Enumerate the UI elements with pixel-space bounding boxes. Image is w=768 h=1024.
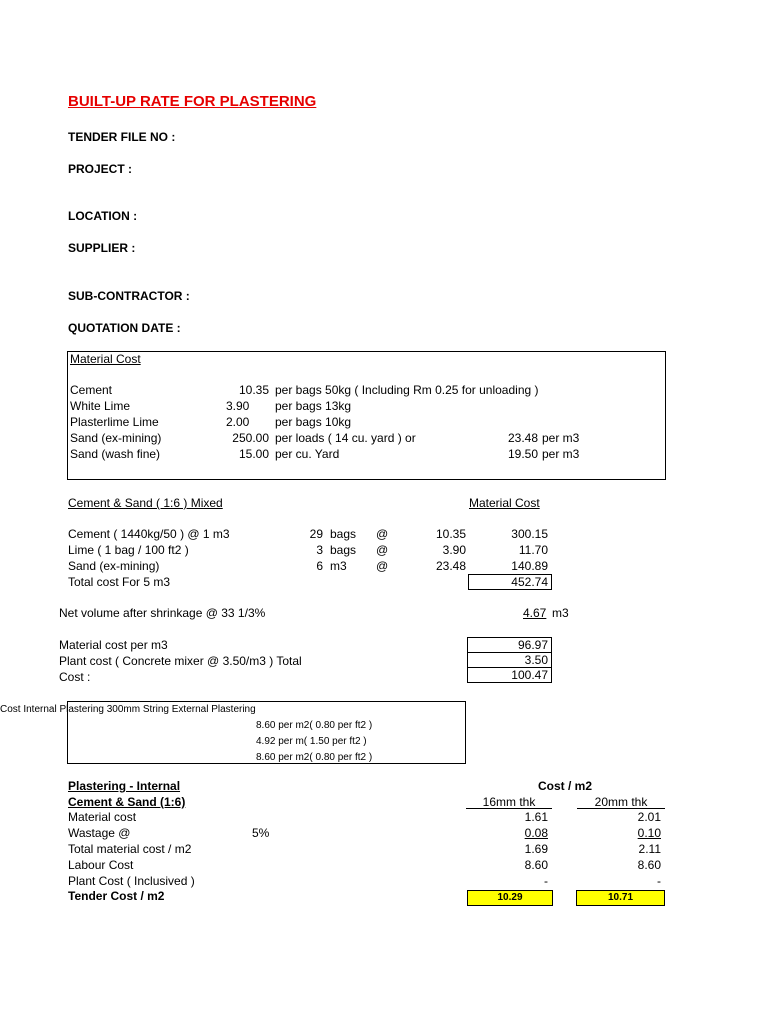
material-unit: per bags 50kg ( Including Rm 0.25 for unloading ) bbox=[275, 383, 539, 397]
plaster-row-20mm: - bbox=[657, 874, 661, 888]
supplier-label: SUPPLIER : bbox=[68, 241, 136, 255]
project-label: PROJECT : bbox=[68, 162, 133, 176]
shrinkage-label: Net volume after shrinkage @ 33 1/3% bbox=[59, 606, 266, 620]
mix-at: @ bbox=[376, 559, 389, 573]
material-rate: 250.00 bbox=[232, 431, 269, 445]
material-rate: 3.90 bbox=[226, 399, 250, 413]
shrinkage-value: 4.67 bbox=[523, 606, 547, 620]
col-16mm: 16mm thk bbox=[482, 795, 536, 809]
mix-rate: 23.48 bbox=[435, 559, 466, 573]
mix-cost-heading: Material Cost bbox=[469, 496, 540, 510]
labour-header: Cost Internal Plastering 300mm String External Plastering bbox=[0, 704, 256, 715]
material-unit: per bags 13kg bbox=[275, 399, 352, 413]
plant-cost-value: 3.50 bbox=[467, 652, 552, 668]
plaster-row-16mm: - bbox=[544, 874, 548, 888]
mix-at: @ bbox=[376, 543, 389, 557]
plaster-row-16mm: 0.08 bbox=[524, 826, 548, 840]
plaster-row-20mm: 2.11 bbox=[638, 842, 661, 856]
material-alt-unit: per m3 bbox=[542, 431, 580, 445]
mix-item: Cement ( 1440kg/50 ) @ 1 m3 bbox=[68, 527, 230, 541]
mix-heading: Cement & Sand ( 1:6 ) Mixed bbox=[68, 496, 223, 510]
mix-cost: 11.70 bbox=[518, 543, 548, 557]
material-unit: per loads ( 14 cu. yard ) or bbox=[275, 431, 416, 445]
plaster-row-20mm: 0.10 bbox=[637, 826, 661, 840]
wastage-percent: 5% bbox=[252, 826, 270, 840]
quotation-date-label: QUOTATION DATE : bbox=[68, 321, 181, 335]
material-alt-rate: 19.50 bbox=[507, 447, 538, 461]
cost-value: 100.47 bbox=[467, 667, 552, 683]
material-item: Sand (wash fine) bbox=[70, 447, 161, 461]
plant-cost-label: Plant cost ( Concrete mixer @ 3.50/m3 ) Total bbox=[59, 654, 302, 668]
material-item: Plasterlime Lime bbox=[70, 415, 159, 429]
plaster-row-20mm: 8.60 bbox=[637, 858, 661, 872]
mix-cost: 300.15 bbox=[511, 527, 548, 541]
col-20mm-underline bbox=[577, 808, 665, 809]
mix-cost: 140.89 bbox=[511, 559, 548, 573]
plaster-row-label: Wastage @ bbox=[68, 826, 131, 840]
material-item: White Lime bbox=[70, 399, 131, 413]
plaster-row-label: Plant Cost ( Inclusived ) bbox=[68, 874, 195, 888]
material-rate: 10.35 bbox=[238, 383, 269, 397]
plaster-row-label: Total material cost / m2 bbox=[68, 842, 192, 856]
shrinkage-unit: m3 bbox=[552, 606, 569, 620]
tender-cost-label: Tender Cost / m2 bbox=[68, 889, 165, 903]
mix-item: Sand (ex-mining) bbox=[68, 559, 160, 573]
plaster-row-16mm: 1.69 bbox=[524, 842, 548, 856]
labour-line: 8.60 per m2( 0.80 per ft2 ) bbox=[256, 720, 373, 731]
mix-qty: 6 bbox=[316, 559, 323, 573]
mix-unit: bags bbox=[330, 527, 357, 541]
material-per-m3-value: 96.97 bbox=[467, 637, 552, 653]
material-rate: 15.00 bbox=[238, 447, 269, 461]
material-unit: per bags 10kg bbox=[275, 415, 352, 429]
material-alt-unit: per m3 bbox=[542, 447, 580, 461]
material-alt-rate: 23.48 bbox=[507, 431, 538, 445]
sub-contractor-label: SUB-CONTRACTOR : bbox=[68, 289, 190, 303]
material-rate: 2.00 bbox=[226, 415, 250, 429]
mix-total-label: Total cost For 5 m3 bbox=[68, 575, 171, 589]
material-unit: per cu. Yard bbox=[275, 447, 340, 461]
material-item: Sand (ex-mining) bbox=[70, 431, 162, 445]
plaster-row-16mm: 1.61 bbox=[524, 810, 548, 824]
material-per-m3-label: Material cost per m3 bbox=[59, 638, 168, 652]
mix-rate: 10.35 bbox=[435, 527, 466, 541]
plaster-row-label: Labour Cost bbox=[68, 858, 134, 872]
plastering-title: Plastering - Internal bbox=[68, 779, 181, 793]
mix-qty: 29 bbox=[309, 527, 323, 541]
plaster-row-16mm: 8.60 bbox=[524, 858, 548, 872]
col-16mm-underline bbox=[466, 808, 552, 809]
mix-unit: m3 bbox=[330, 559, 347, 573]
material-cost-heading: Material Cost bbox=[70, 352, 141, 366]
tender-cost-20mm: 10.71 bbox=[576, 890, 665, 906]
tender-file-label: TENDER FILE NO : bbox=[68, 130, 176, 144]
material-item: Cement bbox=[70, 383, 113, 397]
mix-item: Lime ( 1 bag / 100 ft2 ) bbox=[68, 543, 189, 557]
mix-qty: 3 bbox=[316, 543, 323, 557]
plaster-row-label: Material cost bbox=[68, 810, 137, 824]
mix-unit: bags bbox=[330, 543, 357, 557]
location-label: LOCATION : bbox=[68, 209, 138, 223]
page-title: BUILT-UP RATE FOR PLASTERING bbox=[68, 93, 317, 110]
mix-total-value: 452.74 bbox=[468, 574, 552, 590]
labour-line: 4.92 per m( 1.50 per ft2 ) bbox=[256, 736, 367, 747]
cost-label: Cost : bbox=[59, 670, 91, 684]
plastering-subtitle: Cement & Sand (1:6) bbox=[68, 795, 186, 809]
tender-cost-16mm: 10.29 bbox=[467, 890, 553, 906]
col-20mm: 20mm thk bbox=[594, 795, 648, 809]
mix-rate: 3.90 bbox=[442, 543, 466, 557]
labour-line: 8.60 per m2( 0.80 per ft2 ) bbox=[256, 752, 373, 763]
plaster-row-20mm: 2.01 bbox=[637, 810, 661, 824]
cost-per-m2-heading: Cost / m2 bbox=[537, 779, 592, 793]
mix-at: @ bbox=[376, 527, 389, 541]
